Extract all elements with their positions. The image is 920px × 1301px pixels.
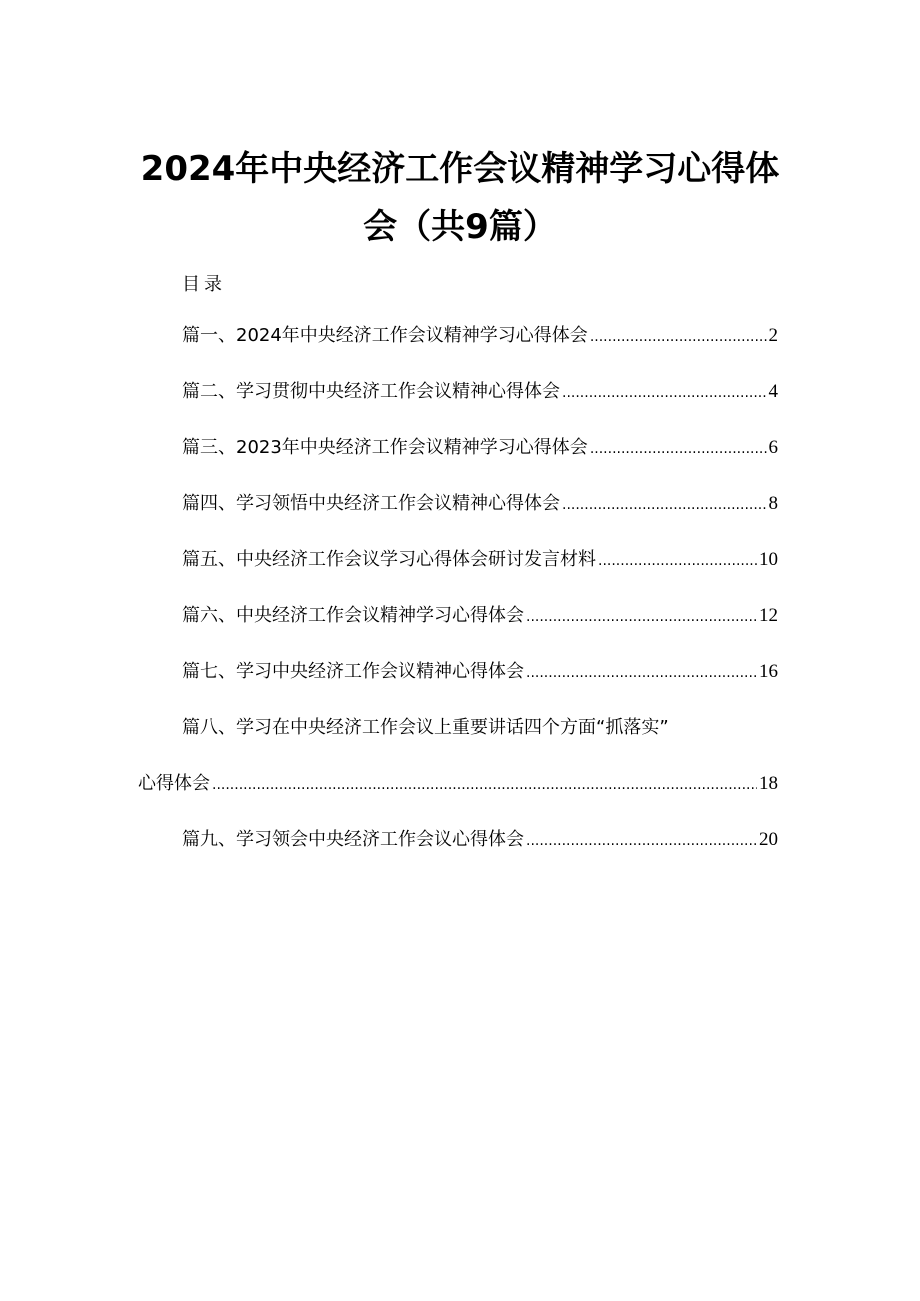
dot-leader: [212, 769, 757, 801]
toc-heading: 目录: [182, 274, 226, 295]
toc-entry-title: 篇三、2023年中央经济工作会议精神学习心得体会: [182, 437, 588, 458]
toc-page-number: 10: [759, 549, 778, 570]
toc-entry-2[interactable]: [182, 376, 778, 408]
toc-page-number: 6: [768, 437, 778, 458]
dot-leader: [526, 657, 757, 689]
title-line-2: 会（共9篇）: [363, 207, 557, 247]
dot-leader: [562, 489, 767, 521]
toc-entry-8-continuation[interactable]: [138, 768, 778, 800]
toc-entry-title: 篇九、学习领会中央经济工作会议心得体会: [182, 829, 524, 850]
dot-leader: [526, 825, 757, 857]
title-line-1: 2024年中央经济工作会议精神学习心得体: [140, 149, 780, 189]
toc-entry-5[interactable]: [182, 544, 778, 576]
toc-page-number: 8: [768, 493, 778, 514]
toc-entry-title: 篇八、学习在中央经济工作会议上重要讲话四个方面“抓落实”: [182, 717, 669, 738]
toc-entry-4[interactable]: [182, 488, 778, 520]
toc-entry-title: 篇四、学习领悟中央经济工作会议精神心得体会: [182, 493, 560, 514]
toc-entry-title: 篇一、2024年中央经济工作会议精神学习心得体会: [182, 325, 588, 346]
dot-leader: [598, 545, 757, 577]
toc-entry-8[interactable]: [182, 712, 778, 744]
toc-entry-7[interactable]: [182, 656, 778, 688]
toc-page-number: 20: [759, 829, 778, 850]
toc-entry-6[interactable]: [182, 600, 778, 632]
toc-entry-title: 篇五、中央经济工作会议学习心得体会研讨发言材料: [182, 549, 596, 570]
toc-entry-title-continuation: 心得体会: [138, 773, 210, 794]
toc-page-number: 2: [768, 325, 778, 346]
toc-entry-title: 篇六、中央经济工作会议精神学习心得体会: [182, 605, 524, 626]
dot-leader: [590, 321, 767, 353]
dot-leader: [526, 601, 757, 633]
toc-entry-3[interactable]: [182, 432, 778, 464]
toc-entry-title: 篇七、学习中央经济工作会议精神心得体会: [182, 661, 524, 682]
dot-leader: [562, 377, 767, 409]
toc-entry-title: 篇二、学习贯彻中央经济工作会议精神心得体会: [182, 381, 560, 402]
toc-entry-1[interactable]: [182, 320, 778, 352]
toc-page-number: 4: [768, 381, 778, 402]
toc-page-number: 16: [759, 661, 778, 682]
dot-leader: [590, 433, 767, 465]
toc-page-number: 18: [759, 773, 778, 794]
toc-entry-9[interactable]: [182, 824, 778, 856]
toc-page-number: 12: [759, 605, 778, 626]
document-title: [140, 140, 780, 256]
